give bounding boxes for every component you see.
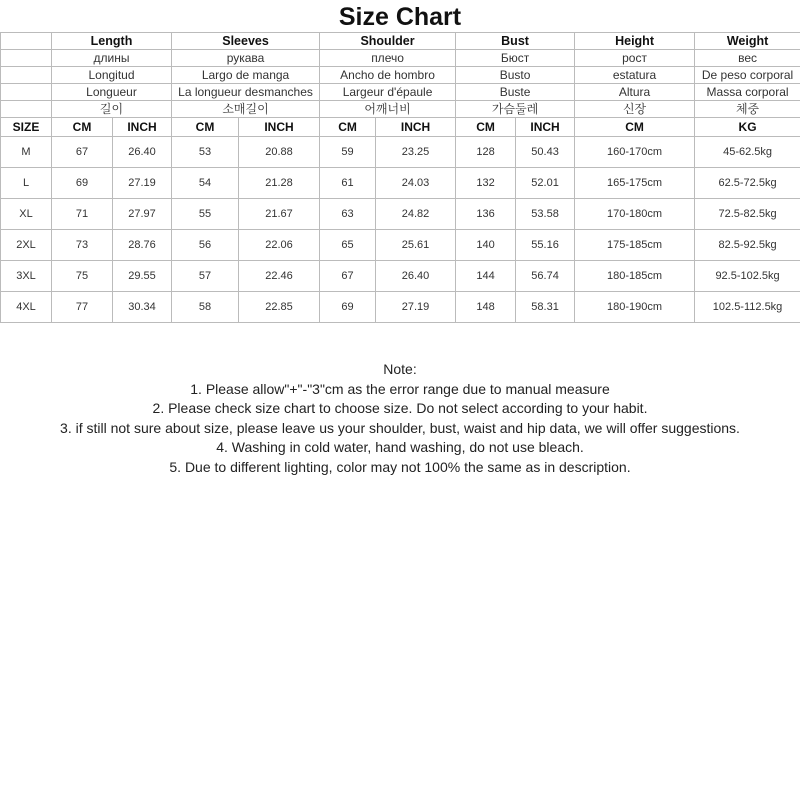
table-cell: 180-190cm [575, 292, 695, 323]
table-cell: 148 [456, 292, 516, 323]
group-length-ko: 길이 [52, 101, 172, 118]
group-bust-ko: 가슴둘레 [456, 101, 575, 118]
header-row-spanish [1, 67, 800, 84]
group-sleeves-en: Sleeves [172, 33, 320, 50]
table-cell: 65 [320, 230, 376, 261]
table-row [1, 261, 800, 292]
note-line: 1. Please allow"+"-"3"cm as the error range due to manual measure [190, 380, 610, 397]
group-shoulder-fr: Largeur d'épaule [320, 84, 456, 101]
group-length-es: Longitud [52, 67, 172, 84]
table-cell: 67 [52, 137, 113, 168]
table-cell: 175-185cm [575, 230, 695, 261]
table-cell: 57 [172, 261, 239, 292]
column-header: INCH [516, 118, 575, 137]
table-cell: 82.5-92.5kg [695, 230, 800, 261]
group-length-en: Length [52, 33, 172, 50]
table-cell: 59 [320, 137, 376, 168]
group-bust-fr: Buste [456, 84, 575, 101]
table-cell: 102.5-112.5kg [695, 292, 800, 323]
table-cell: 29.55 [113, 261, 172, 292]
group-weight-es: De peso corporal [695, 67, 800, 84]
group-height-es: estatura [575, 67, 695, 84]
header-row-korean [1, 101, 800, 118]
table-cell: 27.19 [113, 168, 172, 199]
table-row [1, 292, 800, 323]
note-line: 3. if still not sure about size, please leave us your shoulder, bust, waist and hip data, we will offer suggestions. [60, 419, 740, 436]
table-row [1, 168, 800, 199]
table-cell: 3XL [1, 261, 52, 292]
table-cell: 21.67 [239, 199, 320, 230]
group-height-ko: 신장 [575, 101, 695, 118]
header-spacer [1, 101, 52, 118]
table-cell: 22.46 [239, 261, 320, 292]
column-header: KG [695, 118, 800, 137]
table-cell: 20.88 [239, 137, 320, 168]
group-weight-fr: Massa corporal [695, 84, 800, 101]
group-bust-en: Bust [456, 33, 575, 50]
table-cell: 21.28 [239, 168, 320, 199]
size-chart-table [0, 32, 800, 323]
header-row-russian [1, 50, 800, 67]
table-cell: 132 [456, 168, 516, 199]
table-cell: 4XL [1, 292, 52, 323]
group-height-ru: рост [575, 50, 695, 67]
table-cell: 165-175cm [575, 168, 695, 199]
group-sleeves-es: Largo de manga [172, 67, 320, 84]
header-spacer [1, 67, 52, 84]
table-cell: 69 [320, 292, 376, 323]
table-cell: 58.31 [516, 292, 575, 323]
group-shoulder-ko: 어깨너비 [320, 101, 456, 118]
group-shoulder-es: Ancho de hombro [320, 67, 456, 84]
group-sleeves-fr: La longueur desmanches [172, 84, 320, 101]
table-row [1, 137, 800, 168]
page-title: Size Chart [338, 3, 462, 31]
table-cell: 27.97 [113, 199, 172, 230]
column-header: INCH [376, 118, 456, 137]
note-line: 5. Due to different lighting, color may not 100% the same as in description. [169, 458, 631, 475]
note-line: 4. Washing in cold water, hand washing, do not use bleach. [216, 439, 584, 456]
table-cell: 24.82 [376, 199, 456, 230]
table-cell: 92.5-102.5kg [695, 261, 800, 292]
column-header: CM [575, 118, 695, 137]
group-bust-es: Busto [456, 67, 575, 84]
header-row-french [1, 84, 800, 101]
header-spacer [1, 33, 52, 50]
table-cell: 71 [52, 199, 113, 230]
column-header: INCH [239, 118, 320, 137]
column-header: INCH [113, 118, 172, 137]
table-cell: 63 [320, 199, 376, 230]
group-height-en: Height [575, 33, 695, 50]
header-row-english [1, 33, 800, 50]
table-cell: 144 [456, 261, 516, 292]
table-cell: 26.40 [113, 137, 172, 168]
table-row [1, 230, 800, 261]
group-height-fr: Altura [575, 84, 695, 101]
table-cell: 22.06 [239, 230, 320, 261]
group-shoulder-en: Shoulder [320, 33, 456, 50]
table-cell: 72.5-82.5kg [695, 199, 800, 230]
table-cell: 53 [172, 137, 239, 168]
table-cell: 67 [320, 261, 376, 292]
note-line: 2. Please check size chart to choose size. Do not select according to your habit. [152, 400, 648, 417]
table-cell: 53.58 [516, 199, 575, 230]
header-spacer [1, 50, 52, 67]
table-cell: 55 [172, 199, 239, 230]
table-cell: 160-170cm [575, 137, 695, 168]
table-cell: 73 [52, 230, 113, 261]
note-heading: Note: [383, 361, 417, 377]
column-header: SIZE [1, 118, 52, 137]
table-cell: 128 [456, 137, 516, 168]
table-cell: 23.25 [376, 137, 456, 168]
note-section [0, 360, 800, 478]
table-cell: 26.40 [376, 261, 456, 292]
table-cell: 56.74 [516, 261, 575, 292]
table-cell: 140 [456, 230, 516, 261]
table-cell: 180-185cm [575, 261, 695, 292]
table-cell: 58 [172, 292, 239, 323]
table-cell: 28.76 [113, 230, 172, 261]
table-cell: 54 [172, 168, 239, 199]
column-header: CM [52, 118, 113, 137]
column-header: CM [320, 118, 376, 137]
table-cell: XL [1, 199, 52, 230]
table-cell: 170-180cm [575, 199, 695, 230]
group-sleeves-ko: 소매길이 [172, 101, 320, 118]
table-cell: 2XL [1, 230, 52, 261]
table-cell: 30.34 [113, 292, 172, 323]
table-cell: 52.01 [516, 168, 575, 199]
table-cell: 61 [320, 168, 376, 199]
column-header: CM [456, 118, 516, 137]
table-cell: 22.85 [239, 292, 320, 323]
group-weight-en: Weight [695, 33, 800, 50]
group-bust-ru: Бюст [456, 50, 575, 67]
group-weight-ko: 체중 [695, 101, 800, 118]
table-cell: 77 [52, 292, 113, 323]
table-cell: 56 [172, 230, 239, 261]
table-cell: 69 [52, 168, 113, 199]
table-row [1, 199, 800, 230]
table-cell: 50.43 [516, 137, 575, 168]
group-shoulder-ru: плечо [320, 50, 456, 67]
table-cell: 24.03 [376, 168, 456, 199]
group-length-ru: длины [52, 50, 172, 67]
group-weight-ru: вес [695, 50, 800, 67]
column-header: CM [172, 118, 239, 137]
table-cell: M [1, 137, 52, 168]
table-cell: 25.61 [376, 230, 456, 261]
table-cell: 45-62.5kg [695, 137, 800, 168]
header-spacer [1, 84, 52, 101]
group-sleeves-ru: рукава [172, 50, 320, 67]
group-length-fr: Longueur [52, 84, 172, 101]
table-cell: 62.5-72.5kg [695, 168, 800, 199]
table-cell: 136 [456, 199, 516, 230]
table-cell: L [1, 168, 52, 199]
table-cell: 75 [52, 261, 113, 292]
column-header-row [1, 118, 800, 137]
table-cell: 55.16 [516, 230, 575, 261]
table-cell: 27.19 [376, 292, 456, 323]
